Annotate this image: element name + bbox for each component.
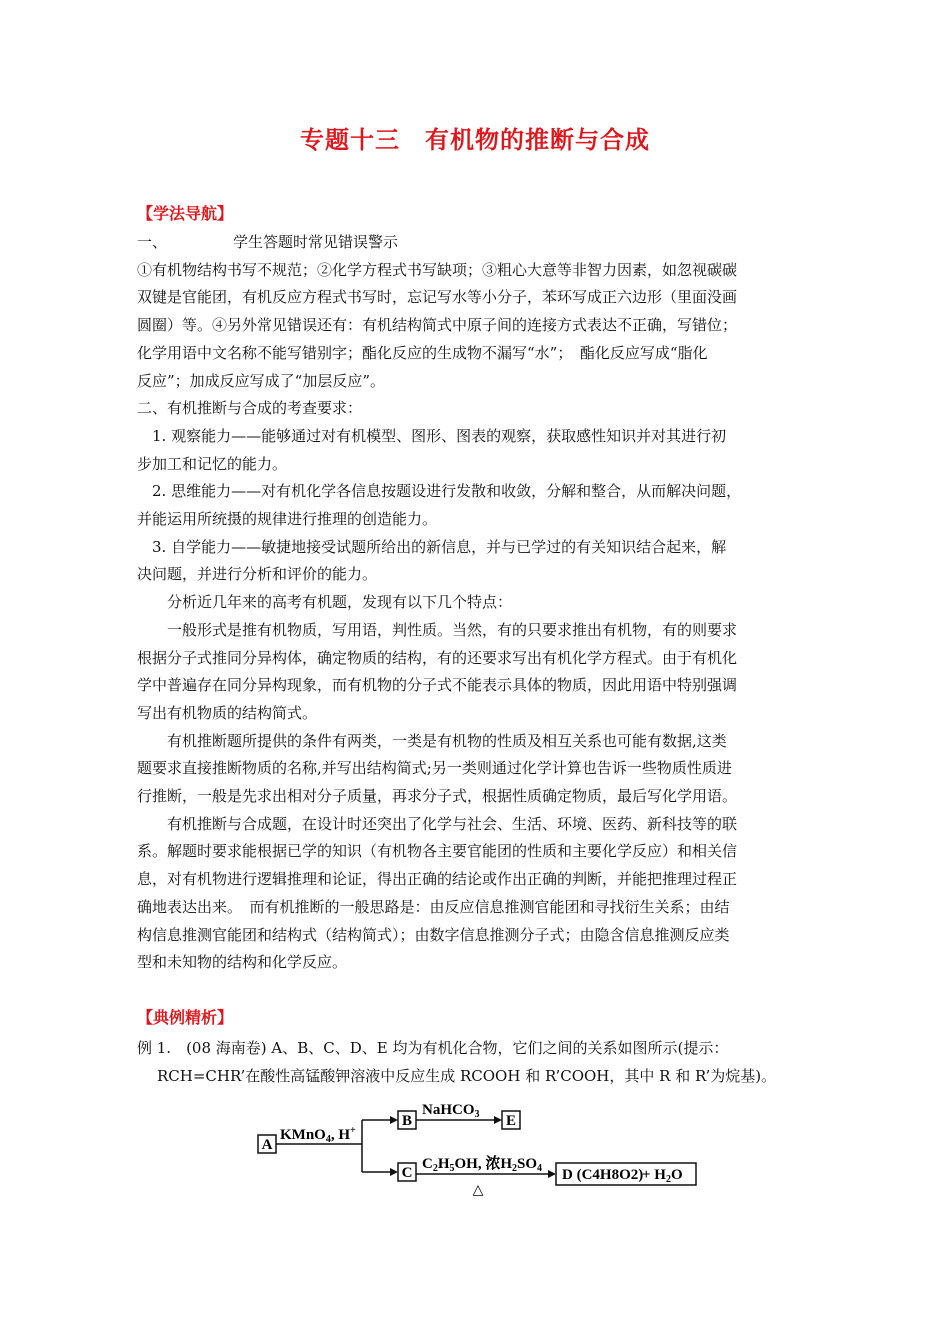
item1-number: 一、 — [137, 233, 168, 251]
example-line-1: 例 1. (08 海南卷) A、B、C、D、E 均为有机化合物，它们之间的关系如图所示(提示： — [137, 1039, 729, 1057]
label-water: + $H_2O$ — [642, 1167, 683, 1185]
reagent-nahco3: NaHCO$_3$ — [422, 1102, 480, 1120]
feature2-line: 行推断，一般是先求出相对分子质量，再求分子式，根据性质确定物质，最后写化学用语。 — [137, 787, 738, 806]
feature1-line: 写出有机物质的结构简式。 — [137, 703, 318, 722]
para1-line: 反应”；加成反应写成了“加层反应”。 — [137, 371, 386, 390]
label-e: E — [505, 1113, 517, 1129]
para1-line: 圆圈）等。④另外常见错误还有：有机结构简式中原子间的连接方式表达不正确，写错位； — [137, 316, 738, 335]
feature3-line: 型和未知物的结构和化学反应。 — [137, 953, 348, 972]
heat-symbol: △ — [472, 1182, 484, 1198]
requirement-3: 3. 自学能力——敏捷地接受试题所给出的新信息，并与已学过的有关知识结合起来，解 — [152, 537, 727, 556]
feature3-line: 确地表达出来。 而有机推断的一般思路是：由反应信息推测官能团和寻找衍生关系；由结 — [137, 897, 730, 916]
item1-title: 学生答题时常见错误警示 — [233, 233, 399, 251]
label-d: D (C4H8O2) — [562, 1167, 644, 1183]
requirement-1: 1. 观察能力——能够通过对有机模型、图形、图表的观察，获取感性知识并对其进行初 — [152, 426, 727, 445]
feature1-line: 学中普遍存在同分异构现象，而有机物的分子式不能表示具体的物质，因此用语中特别强调 — [137, 676, 738, 695]
feature2-line: 有机推断题所提供的条件有两类，一类是有机物的性质及相互关系也可能有数据,这类 — [167, 731, 727, 750]
requirement-3-cont: 决问题，并进行分析和评价的能力。 — [137, 565, 378, 584]
analysis-intro: 分析近几年来的高考有机题，发现有以下几个特点： — [167, 593, 513, 612]
page-title: 专题十三 有机物的推断与合成 — [300, 126, 650, 154]
item2-title: 二、有机推断与合成的考查要求： — [137, 399, 363, 418]
label-a: A — [261, 1137, 273, 1153]
guide-heading: 【学法导航】 — [137, 204, 234, 223]
requirement-2: 2. 思维能力——对有机化学各信息按题设进行发散和收敛，分解和整合，从而解决问题， — [152, 482, 742, 501]
reaction-scheme-diagram — [250, 1100, 710, 1200]
example-line-2: RCH=CHR’在酸性高锰酸钾溶液中反应生成 RCOOH 和 R’COOH，其中 R 和 R’为烷基)。 — [157, 1067, 777, 1085]
requirement-2-cont: 并能运用所统摄的规律进行推理的创造能力。 — [137, 510, 438, 529]
reagent-ethanol: $C_2H_5OH$, 浓$H_2SO_4$ — [422, 1156, 543, 1174]
para1-line: ①有机物结构书写不规范；②化学方程式书写缺项；③粗心大意等非智力因素，如忽视碳碳 — [137, 260, 738, 279]
arrow-head-c — [390, 1168, 398, 1176]
example-body — [137, 1034, 817, 1090]
feature3-line: 系。解题时要求能根据已学的知识（有机物各主要官能团的性质和主要化学反应）和相关信 — [137, 842, 738, 861]
requirement-1-cont: 步加工和记忆的能力。 — [137, 454, 288, 473]
feature2-line: 题要求直接推断物质的名称,并写出结构简式;另一类则通过化学计算也告诉一些物质性质进 — [137, 759, 732, 778]
para1-line: 双键是官能团，有机反应方程式书写时，忘记写水等小分子，苯环写成正六边形（里面没画 — [137, 288, 738, 307]
arrow-head-d — [548, 1170, 556, 1178]
feature1-line: 根据分子式推同分异构体，确定物质的结构，有的还要求写出有机化学方程式。由于有机化 — [137, 648, 738, 667]
label-c: C — [401, 1165, 413, 1181]
label-b: B — [401, 1113, 413, 1129]
feature1-line: 一般形式是推有机物质，写用语，判性质。当然，有的只要求推出有机物，有的则要求 — [167, 620, 738, 639]
reagent-kmno4: KMnO$_4$, H+ — [280, 1125, 356, 1145]
arrow-head-e — [494, 1116, 502, 1124]
item1 — [137, 229, 809, 257]
guide-body — [137, 229, 809, 977]
para1-line: 化学用语中文名称不能写错别字；酯化反应的生成物不漏写“水”； 酯化反应写成“脂化 — [137, 343, 708, 362]
example-heading: 【典例精析】 — [137, 1008, 234, 1027]
feature3-line: 息，对有机物进行逻辑推理和论证，得出正确的结论或作出正确的判断，并能把推理过程正 — [137, 870, 738, 889]
feature3-line: 构信息推测官能团和结构式（结构简式）；由数字信息推测分子式；由隐含信息推测反应类 — [137, 925, 730, 944]
arrow-head-b — [390, 1116, 398, 1124]
feature3-line: 有机推断与合成题，在设计时还突出了化学与社会、生活、环境、医药、新科技等的联 — [167, 814, 738, 833]
